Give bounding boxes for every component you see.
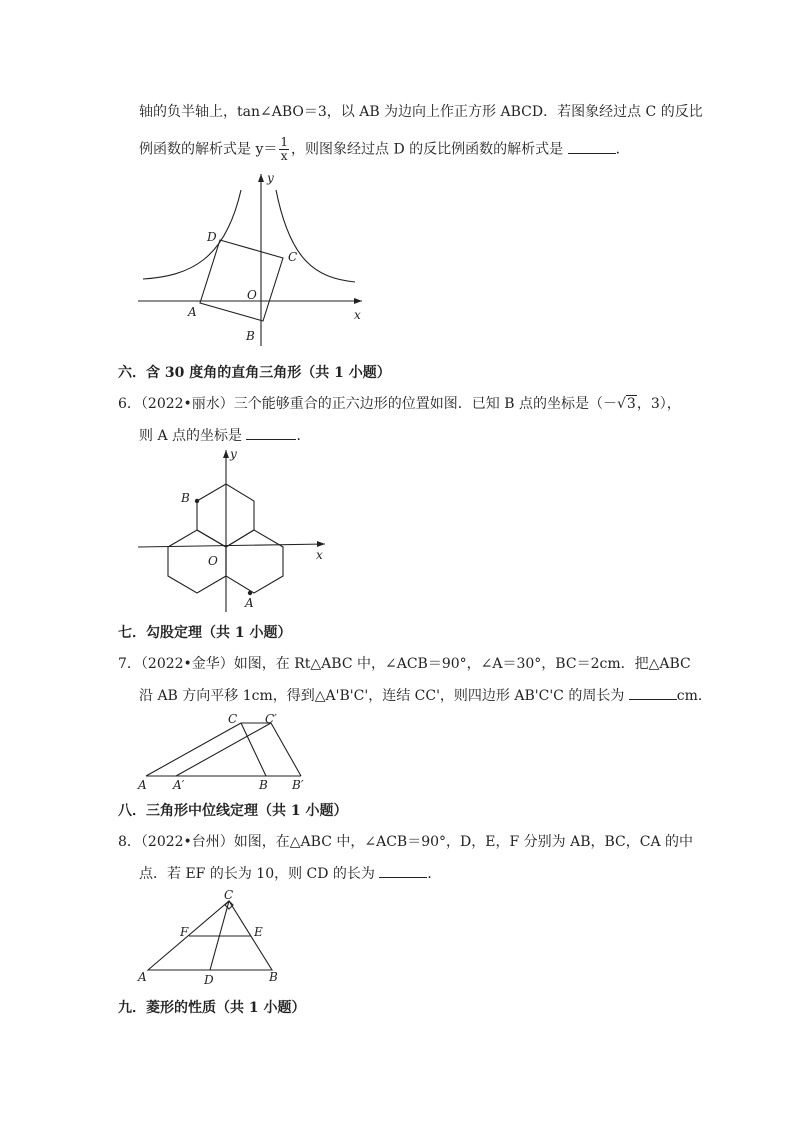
x-axis-arrow bbox=[317, 541, 325, 547]
label-c: C bbox=[224, 888, 234, 902]
section8-heading: 八．三角形中位线定理（共 1 小题） bbox=[118, 803, 348, 819]
problem5-line1: 轴的负半轴上，tan∠ABO＝3，以 AB 为边向上作正方形 ABCD．若图象经过点 C 的反比 bbox=[139, 104, 703, 120]
label-c: C bbox=[288, 250, 298, 264]
section9-heading: 九．菱形的性质（共 1 小题） bbox=[118, 1000, 306, 1016]
figure-square-hyperbola bbox=[130, 168, 370, 350]
answer-blank[interactable] bbox=[246, 425, 296, 440]
label-b: B bbox=[181, 491, 190, 505]
label-a: A bbox=[138, 778, 147, 792]
label-a: A bbox=[245, 596, 254, 610]
label-a-prime: A′ bbox=[173, 778, 185, 792]
point-a bbox=[248, 591, 252, 595]
problem8-line2: 点．若 EF 的长为 10，则 CD 的长为 ． bbox=[139, 863, 441, 884]
segment-ac bbox=[146, 723, 241, 776]
answer-blank[interactable] bbox=[629, 685, 677, 700]
problem6-line2: 则 A 点的坐标是 ． bbox=[139, 425, 310, 446]
label-o: O bbox=[208, 554, 218, 568]
label-b-prime: B′ bbox=[292, 778, 304, 792]
answer-blank[interactable] bbox=[568, 139, 616, 154]
segment-c1b1 bbox=[271, 723, 301, 776]
problem6-line1: 6．（2022•丽水）三个能够重合的正六边形的位置如图．已知 B 点的坐标是（－√3，3）， bbox=[118, 396, 681, 412]
problem7-line2: 沿 AB 方向平移 1cm，得到△A'B'C'，连结 CC'，则四边形 AB'C'C 的周长为 cm． bbox=[139, 685, 712, 706]
figure-midline-triangle bbox=[136, 888, 286, 988]
label-x: x bbox=[316, 548, 323, 562]
figure-translated-triangle bbox=[136, 710, 322, 794]
segment-a1c1 bbox=[176, 723, 271, 776]
y-axis-arrow bbox=[223, 450, 229, 458]
section6-heading: 六．含 30 度角的直角三角形（共 1 小题） bbox=[118, 365, 391, 381]
point-b bbox=[195, 499, 199, 503]
section7-heading: 七．勾股定理（共 1 小题） bbox=[118, 625, 292, 641]
label-e: E bbox=[254, 925, 263, 939]
label-d: D bbox=[207, 230, 217, 244]
answer-blank[interactable] bbox=[379, 863, 427, 878]
problem8-line1: 8．（2022•台州）如图，在△ABC 中，∠ACB＝90°，D，E，F 分别为 AB，BC，CA 的中 bbox=[118, 834, 694, 850]
label-y: y bbox=[267, 171, 274, 185]
label-c: C bbox=[228, 712, 238, 726]
label-d: D bbox=[204, 973, 214, 987]
label-o: O bbox=[247, 288, 257, 302]
label-c-prime: C′ bbox=[265, 712, 277, 726]
x-axis bbox=[138, 544, 325, 547]
label-b: B bbox=[259, 778, 268, 792]
problem7-line1: 7．（2022•金华）如图，在 Rt△ABC 中，∠ACB＝90°，∠A＝30°，BC＝2cm．把△ABC bbox=[118, 656, 691, 672]
hyperbola-right-branch bbox=[276, 190, 355, 282]
segment-cb bbox=[241, 723, 266, 776]
label-a: A bbox=[138, 970, 147, 984]
label-f: F bbox=[180, 925, 189, 939]
y-axis-arrow bbox=[258, 174, 264, 182]
label-a: A bbox=[188, 305, 197, 319]
label-x: x bbox=[354, 308, 361, 322]
hyperbola-left-branch bbox=[143, 190, 241, 279]
figure-three-hexagons bbox=[130, 448, 340, 614]
x-axis-arrow bbox=[354, 298, 362, 304]
label-y: y bbox=[230, 447, 237, 461]
label-b: B bbox=[269, 970, 278, 984]
fraction: $\frac{1}{x}$ bbox=[280, 135, 288, 163]
problem5-line2: 例函数的解析式是 y＝ $\frac{1}{x}$ ，则图象经过点 D 的反比例函数的解析式是 ． bbox=[139, 135, 630, 163]
hexagon-right bbox=[226, 530, 283, 593]
label-b: B bbox=[246, 329, 255, 343]
